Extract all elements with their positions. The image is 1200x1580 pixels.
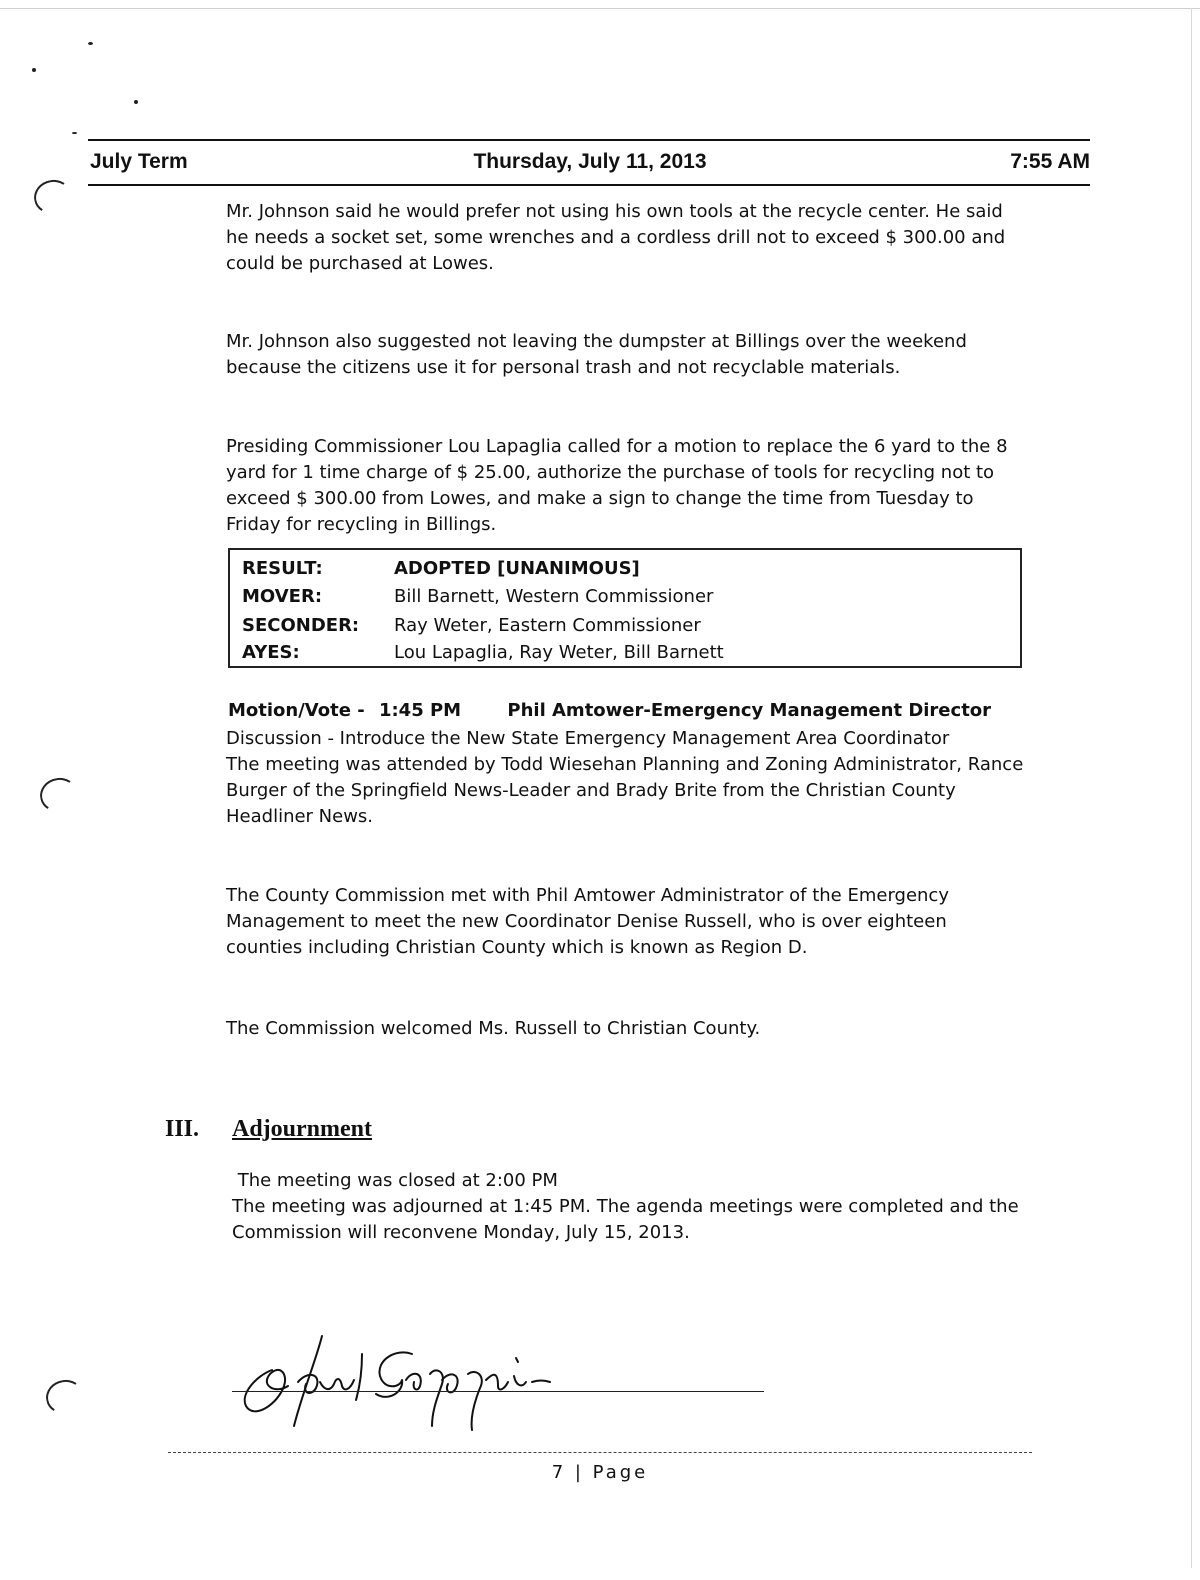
discussion-block	[226, 726, 1026, 830]
vote-row-ayes	[242, 642, 1002, 670]
vote-row-result	[242, 558, 1002, 586]
paragraph-tools	[226, 199, 1026, 277]
header-bottom-rule	[88, 184, 1090, 186]
text-line: Mr. Johnson said he would prefer not using his own tools at the recycle center. He said	[226, 201, 1003, 222]
text-line: yard for 1 time charge of $ 25.00, authorize the purchase of tools for recycling not to	[226, 462, 995, 483]
adjournment-text	[232, 1168, 1032, 1246]
motion-prefix: Motion/Vote -	[228, 700, 365, 721]
vote-label: AYES:	[242, 642, 300, 663]
meeting-time: 7:55 AM	[1010, 150, 1090, 173]
handwritten-signature	[236, 1330, 596, 1445]
text-line: Friday for recycling in Billings.	[226, 514, 497, 535]
text-line: The meeting was attended by Todd Wiesehan Planning and Zoning Administrator, Rance	[226, 754, 1024, 775]
vote-value: Lou Lapaglia, Ray Weter, Bill Barnett	[394, 642, 724, 663]
page-number: 7 | Page	[551, 1462, 649, 1483]
vote-label: SECONDER:	[242, 615, 360, 636]
text-line: The meeting was adjourned at 1:45 PM. The agenda meetings were completed and the	[232, 1196, 1019, 1217]
footer-rule	[168, 1452, 1032, 1453]
text-line: he needs a socket set, some wrenches and a cordless drill not to exceed $ 300.00 and	[226, 227, 1006, 248]
vote-value: Ray Weter, Eastern Commissioner	[394, 615, 701, 636]
text-line: exceed $ 300.00 from Lowes, and make a sign to change the time from Tuesday to	[226, 488, 974, 509]
paragraph-welcome	[226, 1016, 1026, 1042]
vote-row-seconder	[242, 615, 1002, 643]
page-edge	[1191, 8, 1192, 1568]
text-line: Burger of the Springfield News-Leader and Brady Brite from the Christian County	[226, 780, 956, 801]
text-line: The Commission welcomed Ms. Russell to Christian County.	[226, 1018, 761, 1039]
text-line: because the citizens use it for personal trash and not recyclable materials.	[226, 357, 901, 378]
vote-value: ADOPTED [UNANIMOUS]	[394, 558, 640, 579]
term-label: July Term	[90, 150, 188, 173]
motion-time: 1:45 PM	[378, 700, 462, 721]
scan-speck	[32, 68, 36, 72]
text-line: Commission will reconvene Monday, July 15, 2013.	[232, 1222, 690, 1243]
paragraph-dumpster	[226, 329, 1026, 381]
scan-speck	[134, 100, 138, 104]
text-line: counties including Christian County which is known as Region D.	[226, 937, 808, 958]
vote-row-mover	[242, 586, 1002, 614]
scan-speck	[72, 132, 77, 134]
page-edge	[0, 8, 1200, 9]
motion-title: Phil Amtower-Emergency Management Director	[507, 700, 992, 721]
motion-heading	[228, 700, 991, 721]
vote-label: MOVER:	[242, 586, 323, 607]
text-line: Mr. Johnson also suggested not leaving the dumpster at Billings over the weekend	[226, 331, 967, 352]
paragraph-coordinator	[226, 883, 1026, 961]
vote-value: Bill Barnett, Western Commissioner	[394, 586, 714, 607]
paragraph-motion-call	[226, 434, 1026, 538]
vote-result-box	[228, 548, 1022, 668]
header-top-rule	[88, 139, 1090, 141]
text-line: The County Commission met with Phil Amtower Administrator of the Emergency	[226, 885, 949, 906]
text-line: Management to meet the new Coordinator Denise Russell, who is over eighteen	[226, 911, 947, 932]
section-number: III.	[165, 1116, 200, 1142]
punch-hole-mark	[43, 1377, 86, 1417]
text-line: Discussion - Introduce the New State Emergency Management Area Coordinator	[226, 728, 950, 749]
text-line: could be purchased at Lowes.	[226, 253, 494, 274]
vote-label: RESULT:	[242, 558, 323, 579]
signature-line	[232, 1391, 764, 1392]
meeting-date: Thursday, July 11, 2013	[473, 150, 707, 173]
text-line: The meeting was closed at 2:00 PM	[232, 1170, 558, 1191]
page-header	[90, 150, 1090, 182]
section-title: Adjournment	[232, 1116, 373, 1142]
scan-speck	[88, 42, 93, 45]
text-line: Presiding Commissioner Lou Lapaglia called for a motion to replace the 6 yard to the 8	[226, 436, 1008, 457]
punch-hole-mark	[31, 177, 74, 217]
text-line: Headliner News.	[226, 806, 374, 827]
punch-hole-mark	[37, 775, 80, 815]
